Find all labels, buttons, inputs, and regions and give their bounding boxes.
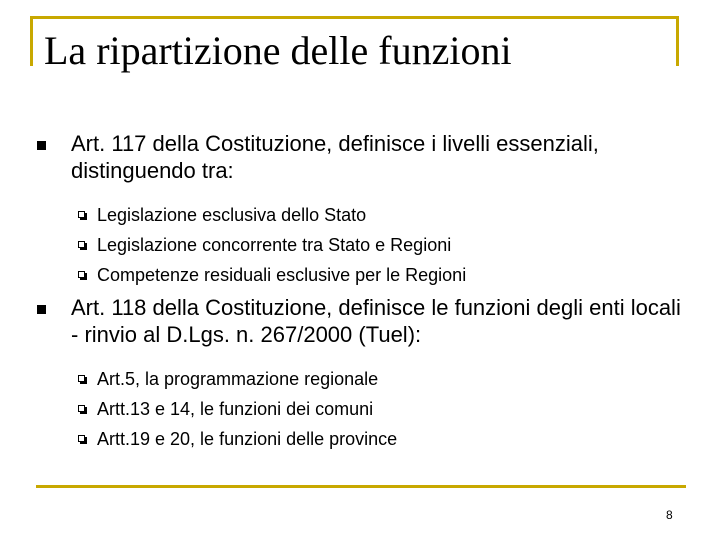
slide-title: La ripartizione delle funzioni xyxy=(44,28,512,73)
bullet-item-art118 xyxy=(34,294,684,454)
hollow-square-bullet-icon xyxy=(78,271,85,278)
hollow-square-bullet-icon xyxy=(78,405,85,412)
hollow-square-bullet-icon xyxy=(78,211,85,218)
bottom-rule xyxy=(36,485,686,488)
sub-item-text: Legislazione concorrente tra Stato e Regioni xyxy=(97,235,452,255)
sub-item xyxy=(71,364,684,394)
right-rule xyxy=(676,16,679,66)
sub-list xyxy=(71,364,684,454)
hollow-square-bullet-icon xyxy=(78,241,85,248)
page-number: 8 xyxy=(666,508,673,522)
sub-item xyxy=(71,394,684,424)
left-rule xyxy=(30,16,33,66)
bullet-text: Art. 118 della Costituzione, definisce le funzioni degli enti locali - rinvio al D.Lgs. n. 267/2000 (Tuel): xyxy=(71,295,681,347)
sub-list xyxy=(71,200,684,290)
sub-item-text: Art.5, la programmazione regionale xyxy=(97,369,379,389)
square-bullet-icon xyxy=(37,141,46,150)
hollow-square-bullet-icon xyxy=(78,375,85,382)
sub-item-text: Artt.19 e 20, le funzioni delle province xyxy=(97,429,398,449)
top-rule xyxy=(30,16,678,19)
square-bullet-icon xyxy=(37,305,46,314)
bullet-text: Art. 117 della Costituzione, definisce i livelli essenziali, distinguendo tra: xyxy=(71,131,599,183)
bullet-item-art117 xyxy=(34,130,684,290)
sub-item xyxy=(71,260,684,290)
sub-item-text: Legislazione esclusiva dello Stato xyxy=(97,205,367,225)
sub-item-text: Competenze residuali esclusive per le Regioni xyxy=(97,265,467,285)
sub-item xyxy=(71,424,684,454)
sub-item xyxy=(71,230,684,260)
sub-item-text: Artt.13 e 14, le funzioni dei comuni xyxy=(97,399,374,419)
slide-content xyxy=(34,130,684,454)
sub-item xyxy=(71,200,684,230)
hollow-square-bullet-icon xyxy=(78,435,85,442)
